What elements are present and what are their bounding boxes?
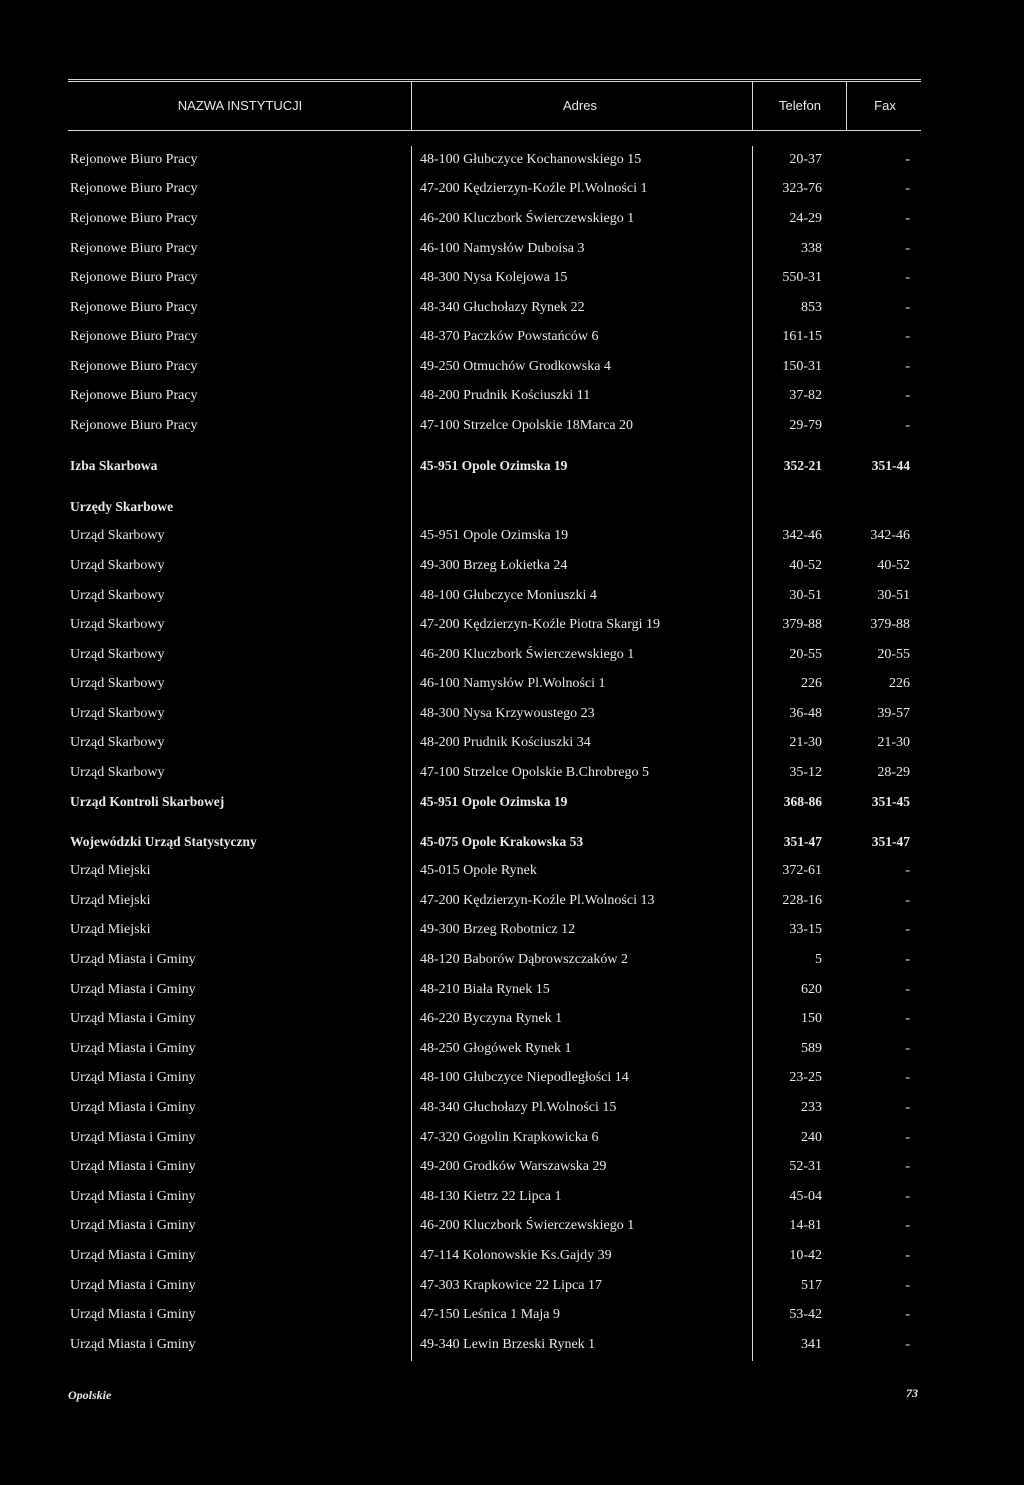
institution-fax: - bbox=[905, 1248, 910, 1263]
table-row bbox=[0, 1215, 1024, 1237]
institution-phone: 14-81 bbox=[789, 1218, 822, 1233]
institution-address: 47-303 Krapkowice 22 Lipca 17 bbox=[420, 1278, 602, 1293]
footer-page-number: 73 bbox=[906, 1386, 918, 1400]
institution-phone: 10-42 bbox=[789, 1248, 822, 1263]
table-row bbox=[0, 1067, 1024, 1089]
institution-address: 47-200 Kędzierzyn-Koźle Pl.Wolności 1 bbox=[420, 181, 648, 196]
institution-address: 45-075 Opole Krakowska 53 bbox=[420, 834, 584, 849]
institution-phone: 853 bbox=[801, 300, 822, 315]
institution-fax: - bbox=[905, 982, 910, 997]
institution-address: 48-100 Głubczyce Kochanowskiego 15 bbox=[420, 152, 642, 167]
institution-address: 48-210 Biała Rynek 15 bbox=[420, 982, 550, 997]
institution-name: Urząd Miasta i Gminy bbox=[70, 1278, 196, 1293]
institution-fax: 21-30 bbox=[877, 735, 910, 750]
institution-address: 45-951 Opole Ozimska 19 bbox=[420, 458, 568, 473]
institution-phone: 620 bbox=[801, 982, 822, 997]
institution-phone: 5 bbox=[815, 952, 822, 967]
institution-phone: 24-29 bbox=[789, 211, 822, 226]
institution-address: 48-300 Nysa Krzywoustego 23 bbox=[420, 706, 595, 721]
table-row bbox=[0, 949, 1024, 971]
institution-phone: 240 bbox=[801, 1130, 822, 1145]
institution-fax: - bbox=[905, 1041, 910, 1056]
institution-phone: 40-52 bbox=[789, 558, 822, 573]
institution-name: Rejonowe Biuro Pracy bbox=[70, 152, 198, 167]
header-address: Adres bbox=[563, 98, 597, 113]
table-row bbox=[0, 415, 1024, 437]
institution-phone: 29-79 bbox=[789, 418, 822, 433]
institution-phone: 37-82 bbox=[789, 388, 822, 403]
footer-region-label: Opolskie bbox=[68, 1388, 112, 1402]
institution-fax: - bbox=[905, 270, 910, 285]
institution-name: Urząd Skarbowy bbox=[70, 528, 165, 543]
institution-phone: 150 bbox=[801, 1011, 822, 1026]
institution-name: Rejonowe Biuro Pracy bbox=[70, 359, 198, 374]
col-divider-fax bbox=[846, 82, 847, 130]
institution-fax: 20-55 bbox=[877, 647, 910, 662]
institution-phone: 20-37 bbox=[789, 152, 822, 167]
institution-phone: 36-48 bbox=[789, 706, 822, 721]
institution-name: Rejonowe Biuro Pracy bbox=[70, 211, 198, 226]
table-row bbox=[0, 791, 1024, 813]
institution-name: Urząd Kontroli Skarbowej bbox=[70, 794, 225, 809]
institution-fax: - bbox=[905, 1278, 910, 1293]
institution-name: Urząd Skarbowy bbox=[70, 676, 165, 691]
institution-name: Rejonowe Biuro Pracy bbox=[70, 329, 198, 344]
table-row bbox=[0, 644, 1024, 666]
table-top-rule bbox=[68, 79, 921, 80]
table-row bbox=[0, 614, 1024, 636]
table-row bbox=[0, 919, 1024, 941]
institution-address: 48-130 Kietrz 22 Lipca 1 bbox=[420, 1189, 562, 1204]
table-row bbox=[0, 555, 1024, 577]
institution-fax: - bbox=[905, 893, 910, 908]
institution-address: 48-300 Nysa Kolejowa 15 bbox=[420, 270, 568, 285]
institution-name: Urząd Skarbowy bbox=[70, 706, 165, 721]
institution-address: 46-100 Namysłów Pl.Wolności 1 bbox=[420, 676, 606, 691]
institution-name: Urzędy Skarbowe bbox=[70, 499, 174, 514]
institution-name: Urząd Miasta i Gminy bbox=[70, 1070, 196, 1085]
institution-address: 45-015 Opole Rynek bbox=[420, 863, 537, 878]
institution-name: Urząd Miasta i Gminy bbox=[70, 1307, 196, 1322]
institution-fax: - bbox=[905, 300, 910, 315]
institution-name: Urząd Miasta i Gminy bbox=[70, 1041, 196, 1056]
table-row bbox=[0, 1186, 1024, 1208]
institution-name: Urząd Miasta i Gminy bbox=[70, 1100, 196, 1115]
institution-phone: 226 bbox=[801, 676, 822, 691]
institution-address: 47-150 Leśnica 1 Maja 9 bbox=[420, 1307, 560, 1322]
header-phone: Telefon bbox=[779, 98, 821, 113]
institution-phone: 550-31 bbox=[782, 270, 822, 285]
table-row bbox=[0, 732, 1024, 754]
table-row bbox=[0, 1127, 1024, 1149]
table-row bbox=[0, 860, 1024, 882]
col-divider-address bbox=[411, 82, 412, 130]
institution-phone: 53-42 bbox=[789, 1307, 822, 1322]
institution-address: 45-951 Opole Ozimska 19 bbox=[420, 794, 568, 809]
institution-fax: - bbox=[905, 863, 910, 878]
institution-phone: 352-21 bbox=[783, 458, 822, 473]
institution-name: Urząd Miejski bbox=[70, 922, 151, 937]
institution-phone: 161-15 bbox=[782, 329, 822, 344]
institution-fax: - bbox=[905, 329, 910, 344]
institution-name: Urząd Miasta i Gminy bbox=[70, 1159, 196, 1174]
institution-fax: 30-51 bbox=[877, 588, 910, 603]
institution-name: Izba Skarbowa bbox=[70, 458, 158, 473]
table-row bbox=[0, 762, 1024, 784]
institution-address: 48-340 Głuchołazy Rynek 22 bbox=[420, 300, 585, 315]
table-row bbox=[0, 1275, 1024, 1297]
institution-address: 47-200 Kędzierzyn-Koźle Pl.Wolności 13 bbox=[420, 893, 655, 908]
institution-fax: 28-29 bbox=[877, 765, 910, 780]
institution-phone: 351-47 bbox=[783, 834, 822, 849]
institution-address: 48-100 Głubczyce Niepodległości 14 bbox=[420, 1070, 629, 1085]
institution-phone: 233 bbox=[801, 1100, 822, 1115]
table-row bbox=[0, 890, 1024, 912]
institution-address: 48-250 Głogówek Rynek 1 bbox=[420, 1041, 572, 1056]
institution-phone: 368-86 bbox=[783, 794, 822, 809]
institution-name: Urząd Miasta i Gminy bbox=[70, 982, 196, 997]
institution-address: 49-340 Lewin Brzeski Rynek 1 bbox=[420, 1337, 596, 1352]
institution-phone: 20-55 bbox=[789, 647, 822, 662]
table-row bbox=[0, 385, 1024, 407]
institution-fax: 226 bbox=[889, 676, 910, 691]
institution-name: Rejonowe Biuro Pracy bbox=[70, 418, 198, 433]
institution-phone: 323-76 bbox=[782, 181, 822, 196]
table-row bbox=[0, 267, 1024, 289]
institution-name: Rejonowe Biuro Pracy bbox=[70, 241, 198, 256]
institution-address: 49-300 Brzeg Robotnicz 12 bbox=[420, 922, 576, 937]
table-header-rule bbox=[68, 130, 921, 131]
table-row bbox=[0, 238, 1024, 260]
institution-phone: 341 bbox=[801, 1337, 822, 1352]
institution-name: Urząd Miasta i Gminy bbox=[70, 1130, 196, 1145]
institution-address: 47-114 Kolonowskie Ks.Gajdy 39 bbox=[420, 1248, 612, 1263]
institution-address: 47-100 Strzelce Opolskie B.Chrobrego 5 bbox=[420, 765, 650, 780]
institution-fax: - bbox=[905, 241, 910, 256]
institution-fax: - bbox=[905, 1189, 910, 1204]
col-divider-phone bbox=[752, 82, 753, 130]
table-row bbox=[0, 208, 1024, 230]
institution-fax: - bbox=[905, 1337, 910, 1352]
institution-fax: 40-52 bbox=[877, 558, 910, 573]
institution-fax: 351-45 bbox=[871, 794, 910, 809]
institution-name: Urząd Skarbowy bbox=[70, 735, 165, 750]
institution-name: Urząd Miasta i Gminy bbox=[70, 1248, 196, 1263]
institution-fax: - bbox=[905, 922, 910, 937]
table-row bbox=[0, 979, 1024, 1001]
institution-address: 47-320 Gogolin Krapkowicka 6 bbox=[420, 1130, 599, 1145]
institution-address: 49-200 Grodków Warszawska 29 bbox=[420, 1159, 607, 1174]
institution-fax: - bbox=[905, 1011, 910, 1026]
institution-name: Urząd Miasta i Gminy bbox=[70, 1337, 196, 1352]
institution-phone: 517 bbox=[801, 1278, 822, 1293]
institution-fax: 342-46 bbox=[870, 528, 910, 543]
table-row bbox=[0, 326, 1024, 348]
institution-phone: 589 bbox=[801, 1041, 822, 1056]
institution-fax: - bbox=[905, 1100, 910, 1115]
header-name: NAZWA INSTYTUCJI bbox=[177, 98, 303, 113]
institution-name: Rejonowe Biuro Pracy bbox=[70, 181, 198, 196]
institution-fax: - bbox=[905, 359, 910, 374]
institution-fax: 379-88 bbox=[870, 617, 910, 632]
institution-address: 48-200 Prudnik Kościuszki 34 bbox=[420, 735, 591, 750]
header-fax: Fax bbox=[874, 98, 896, 113]
institution-fax: - bbox=[905, 1218, 910, 1233]
table-row bbox=[0, 149, 1024, 171]
table-row bbox=[0, 496, 1024, 518]
table-row bbox=[0, 1156, 1024, 1178]
institution-address: 48-370 Paczków Powstańców 6 bbox=[420, 329, 599, 344]
institution-fax: - bbox=[905, 1159, 910, 1174]
institution-fax: - bbox=[905, 1130, 910, 1145]
institution-fax: - bbox=[905, 418, 910, 433]
institution-address: 46-100 Namysłów Duboisa 3 bbox=[420, 241, 585, 256]
table-row bbox=[0, 703, 1024, 725]
institution-address: 47-100 Strzelce Opolskie 18Marca 20 bbox=[420, 418, 634, 433]
table-row bbox=[0, 1008, 1024, 1030]
institution-fax: 351-44 bbox=[871, 458, 910, 473]
institution-address: 46-220 Byczyna Rynek 1 bbox=[420, 1011, 563, 1026]
institution-fax: - bbox=[905, 181, 910, 196]
institution-fax: - bbox=[905, 211, 910, 226]
institution-phone: 52-31 bbox=[789, 1159, 822, 1174]
institution-address: 46-200 Kluczbork Świerczewskiego 1 bbox=[420, 211, 635, 226]
institution-name: Urząd Miejski bbox=[70, 893, 151, 908]
institution-address: 46-200 Kluczbork Świerczewskiego 1 bbox=[420, 647, 635, 662]
institution-name: Urząd Miasta i Gminy bbox=[70, 1218, 196, 1233]
institution-address: 47-200 Kędzierzyn-Koźle Piotra Skargi 19 bbox=[420, 617, 661, 632]
institution-address: 48-200 Prudnik Kościuszki 11 bbox=[420, 388, 591, 403]
institution-address: 48-120 Baborów Dąbrowszczaków 2 bbox=[420, 952, 628, 967]
institution-name: Rejonowe Biuro Pracy bbox=[70, 388, 198, 403]
table-row bbox=[0, 1245, 1024, 1267]
institution-phone: 21-30 bbox=[789, 735, 822, 750]
institution-fax: - bbox=[905, 1070, 910, 1085]
institution-phone: 379-88 bbox=[782, 617, 822, 632]
institution-phone: 372-61 bbox=[782, 863, 822, 878]
institution-phone: 33-15 bbox=[789, 922, 822, 937]
table-row bbox=[0, 1097, 1024, 1119]
table-row bbox=[0, 1304, 1024, 1326]
institution-phone: 35-12 bbox=[789, 765, 822, 780]
institution-name: Urząd Miasta i Gminy bbox=[70, 1189, 196, 1204]
institution-name: Urząd Miejski bbox=[70, 863, 151, 878]
institution-address: 48-340 Głuchołazy Pl.Wolności 15 bbox=[420, 1100, 617, 1115]
institution-fax: - bbox=[905, 1307, 910, 1322]
institution-phone: 342-46 bbox=[782, 528, 822, 543]
table-row bbox=[0, 356, 1024, 378]
table-row bbox=[0, 673, 1024, 695]
institution-phone: 338 bbox=[801, 241, 822, 256]
institution-phone: 228-16 bbox=[782, 893, 822, 908]
institution-name: Wojewódzki Urząd Statystyczny bbox=[70, 834, 257, 849]
table-top-rule-inner bbox=[68, 81, 921, 82]
table-row bbox=[0, 585, 1024, 607]
institution-name: Urząd Skarbowy bbox=[70, 765, 165, 780]
table-row bbox=[0, 525, 1024, 547]
institution-fax: 39-57 bbox=[877, 706, 910, 721]
table-row bbox=[0, 297, 1024, 319]
institution-address: 48-100 Głubczyce Moniuszki 4 bbox=[420, 588, 597, 603]
institution-fax: - bbox=[905, 152, 910, 167]
institution-phone: 45-04 bbox=[789, 1189, 822, 1204]
institution-address: 46-200 Kluczbork Świerczewskiego 1 bbox=[420, 1218, 635, 1233]
table-row bbox=[0, 455, 1024, 477]
institution-fax: - bbox=[905, 388, 910, 403]
institution-phone: 30-51 bbox=[789, 588, 822, 603]
institution-fax: 351-47 bbox=[871, 834, 910, 849]
institution-phone: 23-25 bbox=[789, 1070, 822, 1085]
institution-name: Rejonowe Biuro Pracy bbox=[70, 300, 198, 315]
table-row bbox=[0, 831, 1024, 853]
institution-address: 45-951 Opole Ozimska 19 bbox=[420, 528, 569, 543]
institution-fax: - bbox=[905, 952, 910, 967]
institution-name: Urząd Miasta i Gminy bbox=[70, 1011, 196, 1026]
institution-phone: 150-31 bbox=[782, 359, 822, 374]
institution-name: Rejonowe Biuro Pracy bbox=[70, 270, 198, 285]
institution-name: Urząd Skarbowy bbox=[70, 558, 165, 573]
institution-name: Urząd Skarbowy bbox=[70, 647, 165, 662]
table-row bbox=[0, 178, 1024, 200]
institution-name: Urząd Skarbowy bbox=[70, 588, 165, 603]
institution-address: 49-250 Otmuchów Grodkowska 4 bbox=[420, 359, 611, 374]
institution-name: Urząd Miasta i Gminy bbox=[70, 952, 196, 967]
institution-name: Urząd Skarbowy bbox=[70, 617, 165, 632]
institution-address: 49-300 Brzeg Łokietka 24 bbox=[420, 558, 568, 573]
table-row bbox=[0, 1038, 1024, 1060]
table-row bbox=[0, 1334, 1024, 1356]
